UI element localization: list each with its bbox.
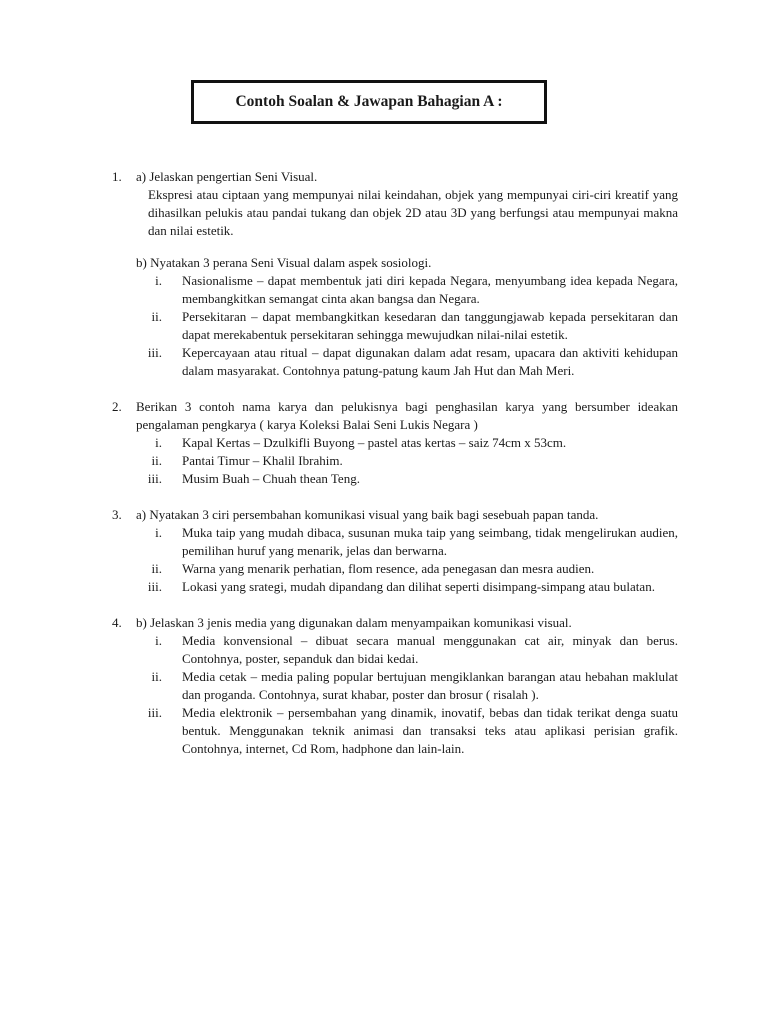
list-item xyxy=(136,308,678,344)
list-item-text: Media elektronik – persembahan yang dinamik, inovatif, bebas dan tidak terikat denga suatu bentuk. Menggunakan teknik animasi dan transaksi teks atau aplikasi perisian grafik. Contohnya, internet, Cd Rom, hadphone dan lain-lain. xyxy=(182,705,678,756)
list-item-number: ii. xyxy=(151,561,162,576)
question-3 xyxy=(112,506,678,596)
question-number: 2. xyxy=(112,399,122,414)
list-item-text: Lokasi yang srategi, mudah dipandang dan dilihat seperti disimpang-simpang atau bulatan. xyxy=(182,579,655,594)
list-item xyxy=(136,632,678,668)
list-item-text: Media cetak – media paling popular bertujuan mengiklankan barangan atau hebahan maklulat dan proganda. Contohnya, surat khabar, poster dan brosur ( risalah ). xyxy=(182,669,678,702)
question-1 xyxy=(112,168,678,380)
question-number: 4. xyxy=(112,615,122,630)
question-list xyxy=(112,168,678,776)
list-item xyxy=(136,452,678,470)
list-item xyxy=(136,668,678,704)
question-4-prompt: b) Jelaskan 3 jenis media yang digunakan dalam menyampaikan komunikasi visual. xyxy=(136,615,572,630)
title-box xyxy=(191,80,547,124)
list-item-number: iii. xyxy=(147,345,162,360)
list-item-number: ii. xyxy=(151,309,162,324)
list-item-text: Pantai Timur – Khalil Ibrahim. xyxy=(182,453,343,468)
answer-list xyxy=(136,524,678,596)
list-item xyxy=(136,578,678,596)
list-item-number: i. xyxy=(155,633,162,648)
question-number: 1. xyxy=(112,169,122,184)
answer-list xyxy=(136,632,678,758)
list-item-number: i. xyxy=(155,435,162,450)
list-item-text: Warna yang menarik perhatian, flom resence, ada penegasan dan mesra audien. xyxy=(182,561,595,576)
list-item-number: iii. xyxy=(147,579,162,594)
list-item xyxy=(136,560,678,578)
list-item xyxy=(136,704,678,758)
list-item-number: i. xyxy=(155,525,162,540)
question-1a-answer: Ekspresi atau ciptaan yang mempunyai nilai keindahan, objek yang mempunyai ciri-ciri kreatif yang dihasilkan pelukis atau pandai tukang dan objek 2D atau 3D yang berfungsi atau mempunyai makna dan nilai estetik. xyxy=(148,187,678,238)
answer-list xyxy=(136,434,678,488)
question-1b-prompt: b) Nyatakan 3 perana Seni Visual dalam aspek sosiologi. xyxy=(136,255,432,270)
list-item-text: Media konvensional – dibuat secara manual menggunakan cat air, minyak dan berus. Contohnya, poster, sepanduk dan bidai kedai. xyxy=(182,633,678,666)
list-item-text: Kepercayaan atau ritual – dapat digunakan dalam adat resam, upacara dan aktiviti kehidupan dalam masyarakat. Contohnya patung-patung kaum Jah Hut dan Mah Meri. xyxy=(182,345,678,378)
page-title: Contoh Soalan & Jawapan Bahagian A : xyxy=(235,93,503,110)
list-item-number: ii. xyxy=(151,453,162,468)
list-item xyxy=(136,524,678,560)
question-3-prompt: a) Nyatakan 3 ciri persembahan komunikasi visual yang baik bagi sesebuah papan tanda. xyxy=(136,507,599,522)
question-2 xyxy=(112,398,678,488)
question-2-prompt: Berikan 3 contoh nama karya dan pelukisnya bagi penghasilan karya yang bersumber ideakan pengalaman pengkarya ( karya Koleksi Balai Seni Lukis Negara ) xyxy=(136,399,678,432)
list-item xyxy=(136,272,678,308)
question-1a-prompt: a) Jelaskan pengertian Seni Visual. xyxy=(136,169,318,184)
list-item-text: Musim Buah – Chuah thean Teng. xyxy=(182,471,360,486)
list-item-text: Persekitaran – dapat membangkitkan kesedaran dan tanggungjawab kepada persekitaran dan dapat merekabentuk persekitaran sehingga mewujudkan nilai-nilai estetik. xyxy=(182,309,678,342)
question-number: 3. xyxy=(112,507,122,522)
list-item xyxy=(136,470,678,488)
question-4 xyxy=(112,614,678,758)
list-item-text: Muka taip yang mudah dibaca, susunan muka taip yang seimbang, tidak mengelirukan audien, pemilihan huruf yang menarik, jelas dan berwarna. xyxy=(182,525,678,558)
list-item-number: iii. xyxy=(147,471,162,486)
list-item xyxy=(136,434,678,452)
list-item-number: i. xyxy=(155,273,162,288)
list-item-text: Nasionalisme – dapat membentuk jati diri kepada Negara, menyumbang idea kepada Negara, membangkitkan semangat cinta akan bangsa dan Negara. xyxy=(182,273,678,306)
list-item-number: ii. xyxy=(151,669,162,684)
list-item xyxy=(136,344,678,380)
list-item-number: iii. xyxy=(147,705,162,720)
answer-list xyxy=(136,272,678,380)
list-item-text: Kapal Kertas – Dzulkifli Buyong – pastel atas kertas – saiz 74cm x 53cm. xyxy=(182,435,567,450)
